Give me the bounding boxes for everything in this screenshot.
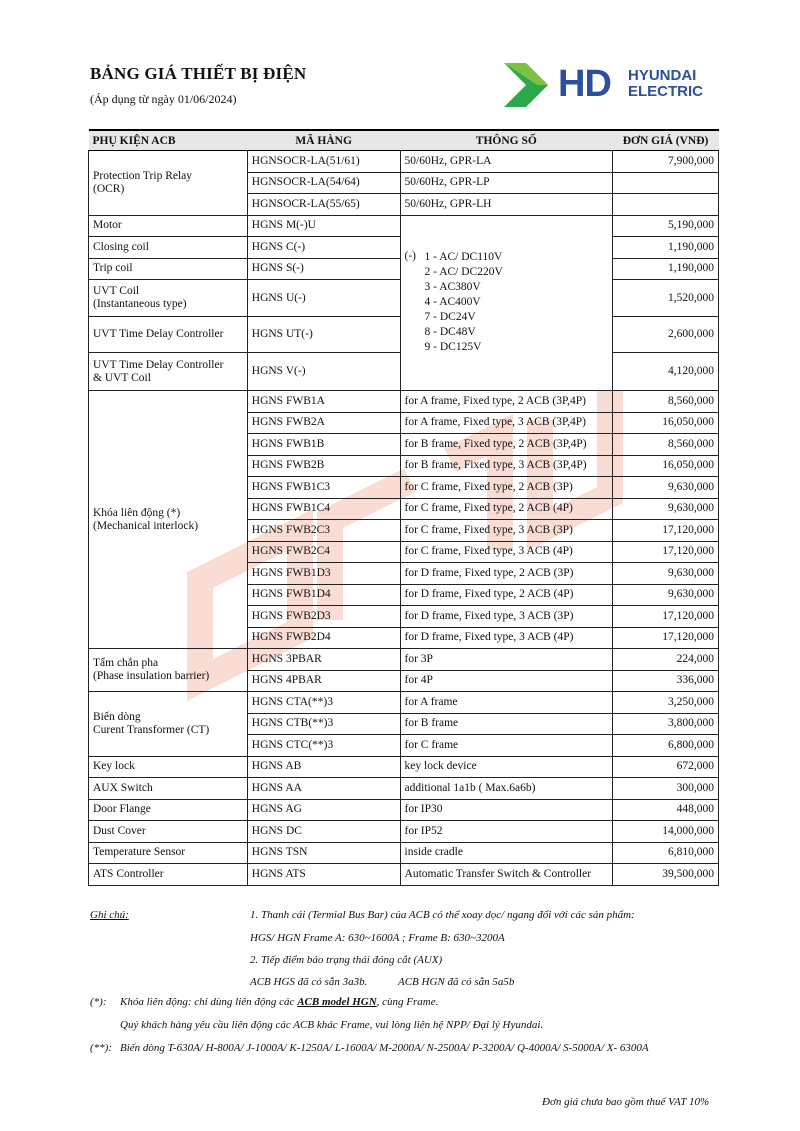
item-code: HGNSOCR-LA(51/61) <box>247 151 400 173</box>
item-code: HGNS FWB2B <box>247 455 400 477</box>
item-price: 7,900,000 <box>613 151 719 173</box>
item-price: 672,000 <box>613 756 719 778</box>
item-spec: for B frame, Fixed type, 2 ACB (3P,4P) <box>400 434 613 456</box>
item-spec: for A frame <box>400 692 613 714</box>
table-header-row <box>89 130 719 151</box>
logo-line-1: HYUNDAI <box>628 67 697 84</box>
item-code: HGNS CTB(**)3 <box>247 713 400 735</box>
item-spec: for 3P <box>400 649 613 671</box>
col-header-code: MÃ HÀNG <box>247 130 400 151</box>
item-name: Trip coil <box>89 258 248 280</box>
item-spec: for C frame, Fixed type, 2 ACB (3P) <box>400 477 613 499</box>
item-price: 16,050,000 <box>613 455 719 477</box>
item-spec: for IP30 <box>400 799 613 821</box>
effective-date: (Áp dụng từ ngày 01/06/2024) <box>90 92 237 106</box>
item-code: HGNS 4PBAR <box>247 670 400 692</box>
item-code: HGNS CTA(**)3 <box>247 692 400 714</box>
item-name: Motor <box>89 215 248 237</box>
item-name: ATS Controller <box>89 864 248 886</box>
item-price: 1,190,000 <box>613 258 719 280</box>
table-row <box>89 391 719 413</box>
item-code: HGNS S(-) <box>247 258 400 280</box>
table-row <box>89 151 719 173</box>
group-interlock: Khóa liên động (*) (Mechanical interlock) <box>89 391 248 649</box>
double-star-note-label: (**): <box>90 1042 112 1054</box>
item-price: 8,560,000 <box>613 434 719 456</box>
item-code: HGNS CTC(**)3 <box>247 735 400 757</box>
item-code: HGNS AG <box>247 799 400 821</box>
item-name: Closing coil <box>89 237 248 259</box>
item-price: 8,560,000 <box>613 391 719 413</box>
voltage-option: 1 - AC/ DC110V <box>424 251 503 264</box>
voltage-spec <box>400 215 613 391</box>
item-spec: for D frame, Fixed type, 3 ACB (3P) <box>400 606 613 628</box>
item-spec: for A frame, Fixed type, 3 ACB (3P,4P) <box>400 412 613 434</box>
item-price: 4,120,000 <box>613 353 719 391</box>
item-spec: for D frame, Fixed type, 3 ACB (4P) <box>400 627 613 649</box>
item-code: HGNS FWB1D3 <box>247 563 400 585</box>
star-note-line-2: Quý khách hàng yêu cầu liên động các ACB khác Frame, vui lòng liên hệ NPP/ Đại lý Hyundai. <box>120 1019 544 1031</box>
item-spec: key lock device <box>400 756 613 778</box>
table-row <box>89 821 719 843</box>
item-code: HGNS FWB1D4 <box>247 584 400 606</box>
item-spec: for C frame, Fixed type, 3 ACB (3P) <box>400 520 613 542</box>
item-name: Temperature Sensor <box>89 842 248 864</box>
voltage-spec-prefix: (-) <box>404 250 417 263</box>
group-ct: Biến dòng Curent Transformer (CT) <box>89 692 248 757</box>
item-price: 224,000 <box>613 649 719 671</box>
item-spec: for B frame, Fixed type, 3 ACB (3P,4P) <box>400 455 613 477</box>
voltage-option: 3 - AC380V <box>424 281 481 294</box>
item-code: HGNS 3PBAR <box>247 649 400 671</box>
item-spec: for 4P <box>400 670 613 692</box>
item-code: HGNS V(-) <box>247 353 400 391</box>
item-spec: for B frame <box>400 713 613 735</box>
item-code: HGNS UT(-) <box>247 317 400 353</box>
table-row <box>89 864 719 886</box>
voltage-option: 4 - AC400V <box>424 296 481 309</box>
price-table <box>88 129 719 886</box>
item-price: 9,630,000 <box>613 584 719 606</box>
item-code: HGNS FWB2A <box>247 412 400 434</box>
item-code: HGNS TSN <box>247 842 400 864</box>
item-price: 9,630,000 <box>613 563 719 585</box>
item-price: 336,000 <box>613 670 719 692</box>
note-line-2: HGS/ HGN Frame A: 630~1600A ; Frame B: 630~3200A <box>250 932 505 944</box>
table-row <box>89 756 719 778</box>
item-code: HGNS M(-)U <box>247 215 400 237</box>
item-price: 1,520,000 <box>613 280 719 317</box>
note-line-4a: ACB HGS đã có sẵn 3a3b. <box>250 976 368 988</box>
voltage-option: 9 - DC125V <box>424 341 482 354</box>
item-spec: for C frame <box>400 735 613 757</box>
item-spec: for D frame, Fixed type, 2 ACB (3P) <box>400 563 613 585</box>
item-code: HGNS U(-) <box>247 280 400 317</box>
item-spec: for D frame, Fixed type, 2 ACB (4P) <box>400 584 613 606</box>
table-row <box>89 842 719 864</box>
item-spec: for C frame, Fixed type, 3 ACB (4P) <box>400 541 613 563</box>
item-spec: for IP52 <box>400 821 613 843</box>
notes-label: Ghi chú: <box>90 909 129 921</box>
table-row <box>89 778 719 800</box>
item-price: 5,190,000 <box>613 215 719 237</box>
note-line-4b: ACB HGN đã có sẵn 5a5b <box>398 976 515 988</box>
logo-mark: HD <box>558 63 611 105</box>
group-ocr: Protection Trip Relay (OCR) <box>89 151 248 216</box>
item-code: HGNS FWB1C4 <box>247 498 400 520</box>
item-name: AUX Switch <box>89 778 248 800</box>
table-row <box>89 692 719 714</box>
item-name: Key lock <box>89 756 248 778</box>
table-row <box>89 215 719 237</box>
item-price <box>613 172 719 194</box>
item-price: 6,810,000 <box>613 842 719 864</box>
item-code: HGNSOCR-LA(55/65) <box>247 194 400 216</box>
item-name: Dust Cover <box>89 821 248 843</box>
item-price: 1,190,000 <box>613 237 719 259</box>
item-name: UVT Coil (Instantaneous type) <box>89 280 248 317</box>
table-row <box>89 799 719 821</box>
item-code: HGNS FWB1A <box>247 391 400 413</box>
star-note-model: ACB model HGN <box>297 996 377 1008</box>
col-header-price: ĐƠN GIÁ (VNĐ) <box>613 130 719 151</box>
voltage-option: 2 - AC/ DC220V <box>424 266 503 279</box>
item-name: Door Flange <box>89 799 248 821</box>
item-price: 3,800,000 <box>613 713 719 735</box>
item-price: 17,120,000 <box>613 606 719 628</box>
item-code: HGNS FWB2D4 <box>247 627 400 649</box>
group-barrier: Tấm chắn pha (Phase insulation barrier) <box>89 649 248 692</box>
star-note-text-after: , cùng Frame. <box>376 996 439 1008</box>
item-price: 17,120,000 <box>613 520 719 542</box>
item-code: HGNS FWB2C3 <box>247 520 400 542</box>
item-price: 2,600,000 <box>613 317 719 353</box>
logo-wordmark <box>628 68 703 100</box>
vat-footnote: Đơn giá chưa bao gồm thuế VAT 10% <box>542 1096 710 1108</box>
voltage-option: 7 - DC24V <box>424 311 476 324</box>
item-code: HGNS C(-) <box>247 237 400 259</box>
item-code: HGNS AB <box>247 756 400 778</box>
item-code: HGNS DC <box>247 821 400 843</box>
item-price: 6,800,000 <box>613 735 719 757</box>
item-spec: Automatic Transfer Switch & Controller <box>400 864 613 886</box>
col-header-spec: THÔNG SỐ <box>400 130 613 151</box>
item-price: 14,000,000 <box>613 821 719 843</box>
star-note-label: (*): <box>90 996 107 1008</box>
item-code: HGNS FWB1B <box>247 434 400 456</box>
item-price <box>613 194 719 216</box>
item-price: 300,000 <box>613 778 719 800</box>
item-price: 9,630,000 <box>613 477 719 499</box>
item-price: 3,250,000 <box>613 692 719 714</box>
item-spec: 50/60Hz, GPR-LH <box>400 194 613 216</box>
item-price: 9,630,000 <box>613 498 719 520</box>
item-code: HGNSOCR-LA(54/64) <box>247 172 400 194</box>
item-price: 448,000 <box>613 799 719 821</box>
item-code: HGNS ATS <box>247 864 400 886</box>
item-price: 17,120,000 <box>613 627 719 649</box>
item-name: UVT Time Delay Controller & UVT Coil <box>89 353 248 391</box>
note-line-3: 2. Tiếp điểm báo trạng thái đóng cắt (AUX) <box>250 954 443 966</box>
star-note-text-before: Khóa liên động: chỉ dùng liên động các <box>120 996 298 1008</box>
item-spec: for C frame, Fixed type, 2 ACB (4P) <box>400 498 613 520</box>
col-header-accessory: PHỤ KIỆN ACB <box>89 130 248 151</box>
item-spec: 50/60Hz, GPR-LP <box>400 172 613 194</box>
double-star-note: Biến dòng T-630A/ H-800A/ J-1000A/ K-1250A/ L-1600A/ M-2000A/ N-2500A/ P-3200A/ Q-4000A/ S-5000A/ X- 6300A <box>120 1042 649 1054</box>
item-code: HGNS FWB2C4 <box>247 541 400 563</box>
item-price: 39,500,000 <box>613 864 719 886</box>
item-spec: 50/60Hz, GPR-LA <box>400 151 613 173</box>
item-code: HGNS AA <box>247 778 400 800</box>
item-price: 17,120,000 <box>613 541 719 563</box>
logo-arrow-icon <box>504 63 552 107</box>
star-note <box>120 996 438 1008</box>
voltage-option: 8 - DC48V <box>424 326 476 339</box>
item-spec: additional 1a1b ( Max.6a6b) <box>400 778 613 800</box>
item-code: HGNS FWB1C3 <box>247 477 400 499</box>
logo-line-2: ELECTRIC <box>628 83 703 100</box>
note-line-1: 1. Thanh cái (Termial Bus Bar) của ACB có thể xoay dọc/ ngang đổi với các sản phẩm: <box>250 909 635 921</box>
item-name: UVT Time Delay Controller <box>89 317 248 353</box>
item-spec: inside cradle <box>400 842 613 864</box>
item-spec: for A frame, Fixed type, 2 ACB (3P,4P) <box>400 391 613 413</box>
table-row <box>89 649 719 671</box>
item-price: 16,050,000 <box>613 412 719 434</box>
item-code: HGNS FWB2D3 <box>247 606 400 628</box>
hyundai-electric-logo <box>504 63 719 107</box>
page-title: BẢNG GIÁ THIẾT BỊ ĐIỆN <box>90 64 307 83</box>
